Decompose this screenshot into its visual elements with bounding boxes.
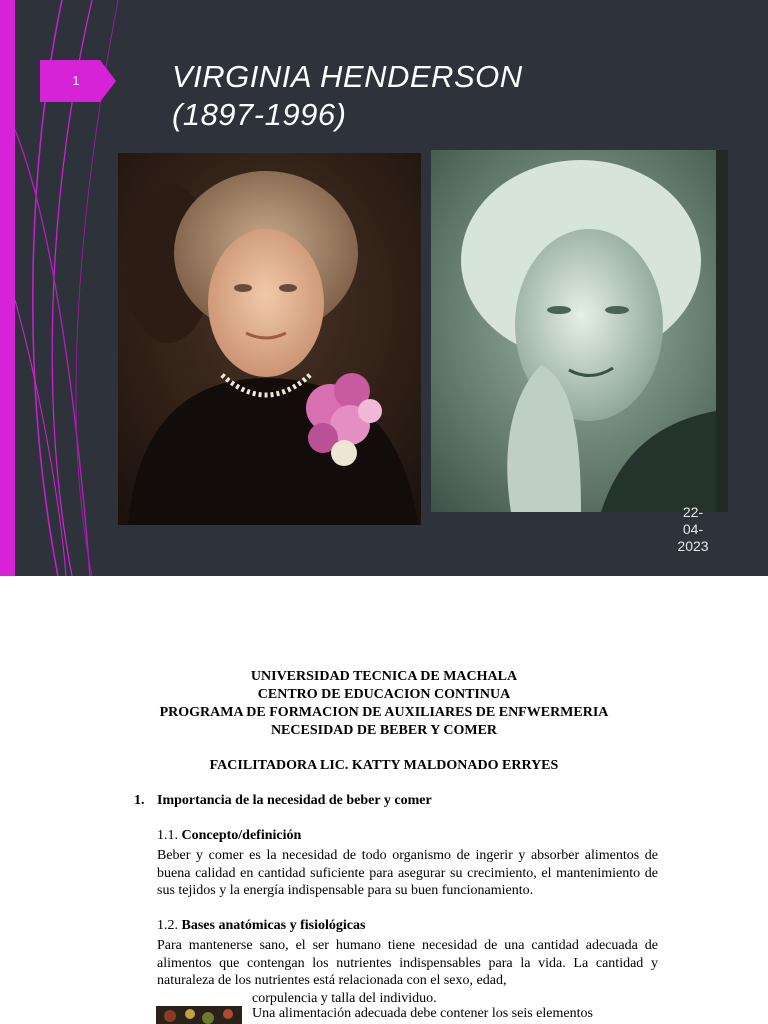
paragraph-concept: Beber y comer es la necesidad de todo organismo de ingerir y absorber alimentos de buena calidad en cantidad suficiente para asegurar su crecimiento, el mantenimiento de sus tejidos y la energía indispensable para su buen funcionamiento. xyxy=(157,848,658,899)
portrait-photo-color xyxy=(118,153,421,525)
subsection-number: 1.1. xyxy=(157,828,178,843)
document-header xyxy=(0,668,768,740)
portrait-photo-bw xyxy=(431,150,728,512)
section-heading xyxy=(134,793,432,809)
section-number: 1. xyxy=(134,793,145,808)
slide-number: 1 xyxy=(72,73,80,88)
slide-date-day: 22- xyxy=(682,504,704,520)
subsection-title: Bases anatómicas y fisiológicas xyxy=(181,918,366,933)
slide-date-year: 2023 xyxy=(677,538,709,554)
paragraph-nutrition: Una alimentación adecuada debe contener los seis elementos xyxy=(252,1006,593,1021)
section-title: Importancia de la necesidad de beber y comer xyxy=(157,793,432,808)
header-center: CENTRO DE EDUCACION CONTINUA xyxy=(257,687,511,702)
subsection-number: 1.2. xyxy=(157,918,178,933)
document-page xyxy=(0,576,768,1024)
paragraph-bases-text: Para mantenerse sano, el ser humano tiene necesidad de una cantidad adecuada de alimentos que contengan los nutrientes indispensables para la vida. La cantidad y naturaleza de los nutrientes está relacionada con el sexo, edad, xyxy=(157,938,658,989)
paragraph-bases-last-line: corpulencia y talla del individuo. xyxy=(252,990,437,1006)
subsection-heading-bases xyxy=(157,918,365,934)
food-image xyxy=(156,1006,242,1024)
subsection-heading-concept xyxy=(157,828,301,844)
header-topic: NECESIDAD DE BEBER Y COMER xyxy=(270,723,498,738)
subsection-title: Concepto/definición xyxy=(181,828,302,843)
slide-title-name: VIRGINIA HENDERSON xyxy=(172,59,523,94)
slide-title-years: (1897-1996) xyxy=(172,97,347,132)
paragraph-bases xyxy=(157,937,658,1007)
slide-date-month: 04- xyxy=(682,521,704,537)
header-program: PROGRAMA DE FORMACION DE AUXILIARES DE ENFWERMERIA xyxy=(159,705,609,720)
slide-date xyxy=(668,504,718,555)
header-university: UNIVERSIDAD TECNICA DE MACHALA xyxy=(250,669,518,684)
facilitator-line: FACILITADORA LIC. KATTY MALDONADO ERRYES xyxy=(209,758,559,773)
slide-title xyxy=(172,58,523,134)
